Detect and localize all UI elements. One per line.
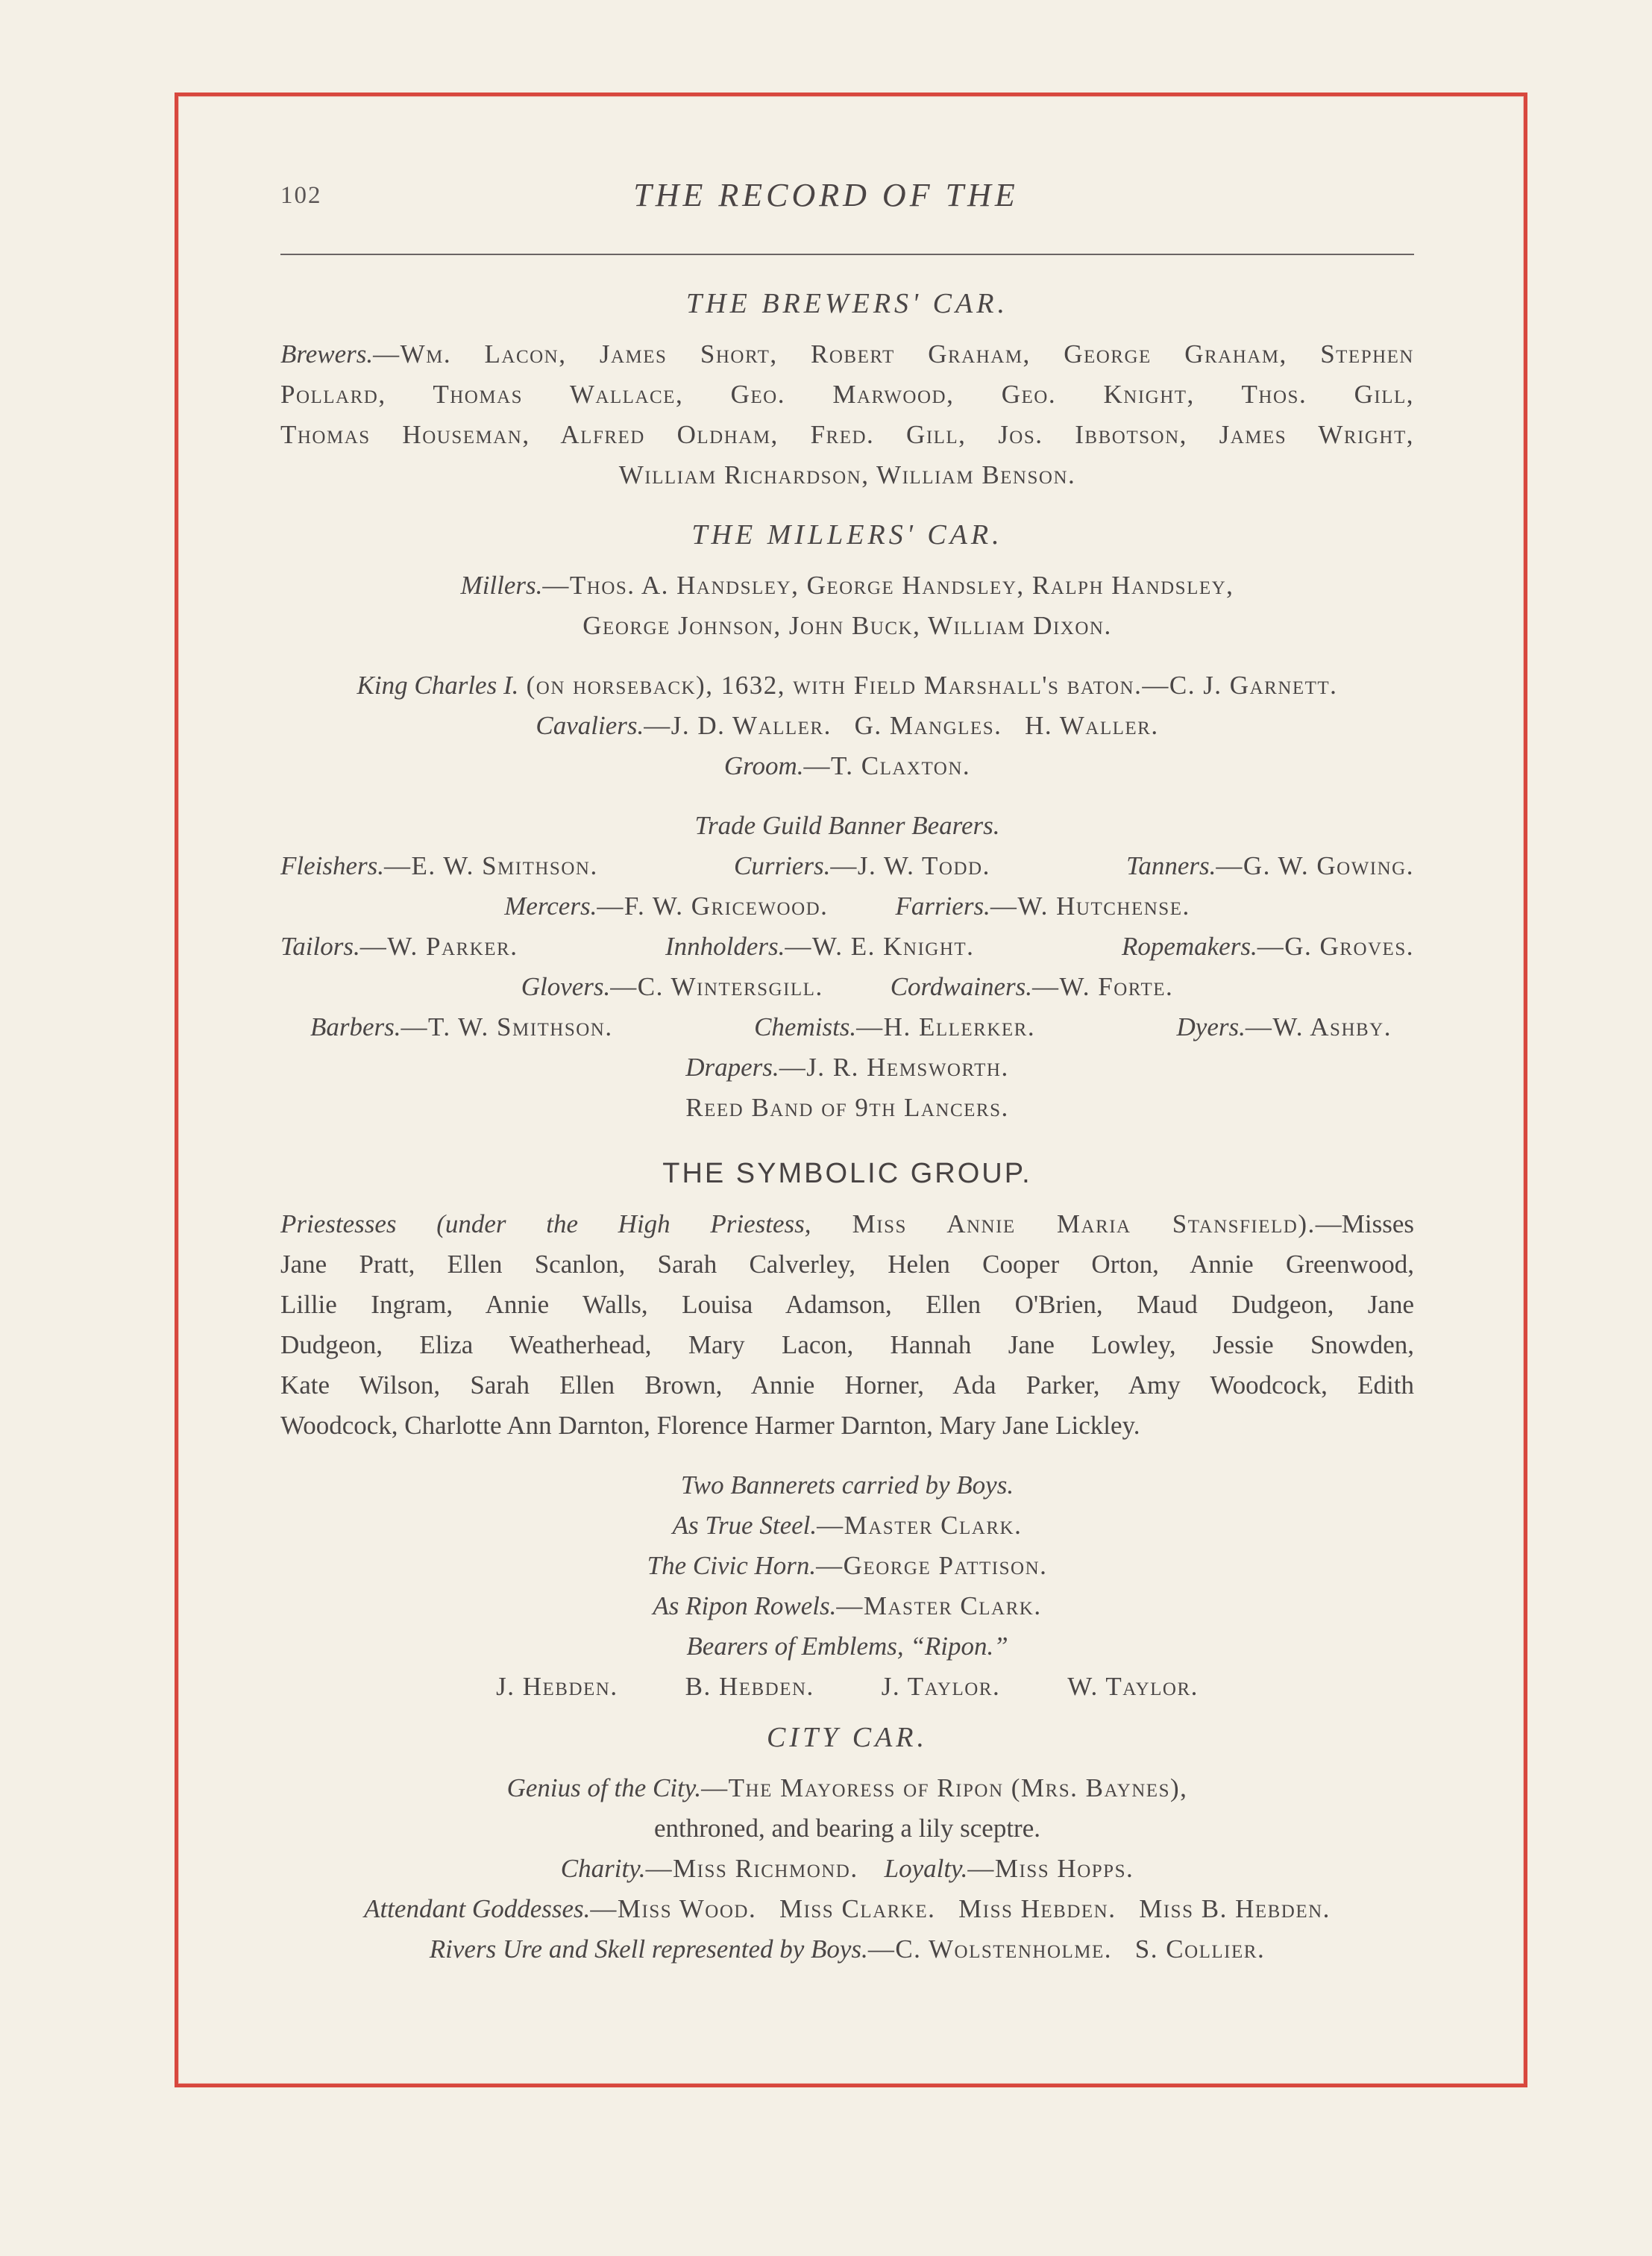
millers-title: THE MILLERS' CAR. [691, 519, 1003, 551]
genius-line-2: enthroned, and bearing a lily sceptre. [654, 1814, 1040, 1843]
list-item: J. Hebden. [496, 1672, 618, 1701]
symbolic-line-4: Dudgeon, Eliza Weatherhead, Mary Lacon, Hannah Jane Lowley, Jessie Snowden, [280, 1330, 1414, 1359]
brewers-line-4: William Richardson, William Benson. [618, 460, 1076, 489]
symbolic-line-5: Kate Wilson, Sarah Ellen Brown, Annie Horner, Ada Parker, Amy Woodcock, Edith [280, 1370, 1414, 1400]
list-item: Barbers.—T. W. Smithson. [310, 1012, 613, 1041]
symbolic-line-3: Lillie Ingram, Annie Walls, Louisa Adamson, Ellen O'Brien, Maud Dudgeon, Jane [280, 1290, 1414, 1319]
brewers-line-3: Thomas Houseman, Alfred Oldham, Fred. Gill, Jos. Ibbotson, James Wright, [280, 420, 1414, 449]
page-header [0, 176, 1652, 221]
brewers-line-1: Brewers.—Wm. Lacon, James Short, Robert Graham, George Graham, Stephen [280, 339, 1414, 369]
genius-line: Genius of the City.—The Mayoress of Ripon (Mrs. Baynes), [506, 1773, 1188, 1802]
guild-row-2 [280, 886, 1414, 927]
guild-row-3 [280, 927, 1414, 967]
list-item: Fleishers.—E. W. Smithson. [280, 851, 598, 880]
list-item: W. Taylor. [1067, 1672, 1199, 1701]
millers-line-2: George Johnson, John Buck, William Dixon. [582, 611, 1112, 640]
cavaliers-line: Cavaliers.—J. D. Waller. G. Mangles. H. Waller. [536, 711, 1159, 740]
list-item: Innholders.—W. E. Knight. [665, 932, 975, 961]
charity-loyalty-line: Charity.—Miss Richmond. Loyalty.—Miss Hopps. [560, 1854, 1134, 1883]
list-item: Farriers.—W. Hutchense. [895, 892, 1190, 921]
rivers-line: Rivers Ure and Skell represented by Boys.—C. Wolstenholme. S. Collier. [429, 1934, 1266, 1964]
goddesses-line: Attendant Goddesses.—Miss Wood. Miss Clarke. Miss Hebden. Miss B. Hebden. [364, 1894, 1331, 1923]
brewers-title: THE BREWERS' CAR. [686, 288, 1008, 319]
guild-row-5 [280, 1007, 1414, 1047]
groom-line: Groom.—T. Claxton. [723, 751, 971, 780]
list-item: Ropemakers.—G. Groves. [1121, 932, 1414, 961]
rowels-line: As Ripon Rowels.—Master Clark. [653, 1591, 1042, 1620]
guild-row-4 [280, 967, 1414, 1007]
true-steel-line: As True Steel.—Master Clark. [672, 1511, 1023, 1540]
list-item: Cordwainers.—W. Forte. [890, 972, 1174, 1001]
city-title: CITY CAR. [766, 1722, 929, 1753]
brewers-line-2: Pollard, Thomas Wallace, Geo. Marwood, Geo. Knight, Thos. Gill, [280, 380, 1414, 409]
king-charles-line: King Charles I. (on horseback), 1632, with Field Marshall's baton.—C. J. Garnett. [357, 671, 1338, 700]
guild-row-6: Drapers.—J. R. Hemsworth. [685, 1053, 1009, 1082]
running-head: THE RECORD OF THE [633, 177, 1019, 213]
emblems-line: Bearers of Emblems, “Ripon.” [686, 1632, 1008, 1661]
guild-row-1 [280, 846, 1414, 886]
list-item: Chemists.—H. Ellerker. [754, 1012, 1036, 1041]
list-item: Mercers.—F. W. Gricewood. [504, 892, 829, 921]
list-item: Tanners.—G. W. Gowing. [1126, 851, 1414, 880]
king-label: King Charles I. [357, 671, 519, 700]
symbolic-line-6: Woodcock, Charlotte Ann Darnton, Florence Harmer Darnton, Mary Jane Lickley. [280, 1411, 1140, 1440]
list-item: Tailors.—W. Parker. [280, 932, 518, 961]
list-item: B. Hebden. [685, 1672, 814, 1701]
symbolic-title: THE SYMBOLIC GROUP. [662, 1158, 1032, 1189]
list-item: Glovers.—C. Wintersgill. [521, 972, 823, 1001]
list-item: Dyers.—W. Ashby. [1176, 1012, 1392, 1041]
list-item: Curriers.—J. W. Todd. [734, 851, 990, 880]
symbolic-line-1: Priestesses (under the High Priestess, Miss Annie Maria Stansfield).—Misses [280, 1209, 1415, 1238]
civic-horn-line: The Civic Horn.—George Pattison. [647, 1551, 1048, 1580]
page-body [280, 283, 1414, 1970]
list-item: J. Taylor. [881, 1672, 1001, 1701]
guild-title: Trade Guild Banner Bearers. [694, 811, 1000, 840]
brewers-label: Brewers. [280, 339, 374, 369]
bannerets-line: Two Bannerets carried by Boys. [680, 1470, 1014, 1500]
symbolic-line-2: Jane Pratt, Ellen Scanlon, Sarah Calverley, Helen Cooper Orton, Annie Greenwood, [280, 1250, 1414, 1279]
header-rule [280, 254, 1414, 255]
band-line: Reed Band of 9th Lancers. [685, 1093, 1009, 1122]
emblem-bearers-line [280, 1667, 1414, 1707]
millers-line-1: Millers.—Thos. A. Handsley, George Handsley, Ralph Handsley, [460, 571, 1234, 600]
page-number: 102 [280, 182, 322, 209]
millers-label: Millers. [460, 571, 543, 600]
